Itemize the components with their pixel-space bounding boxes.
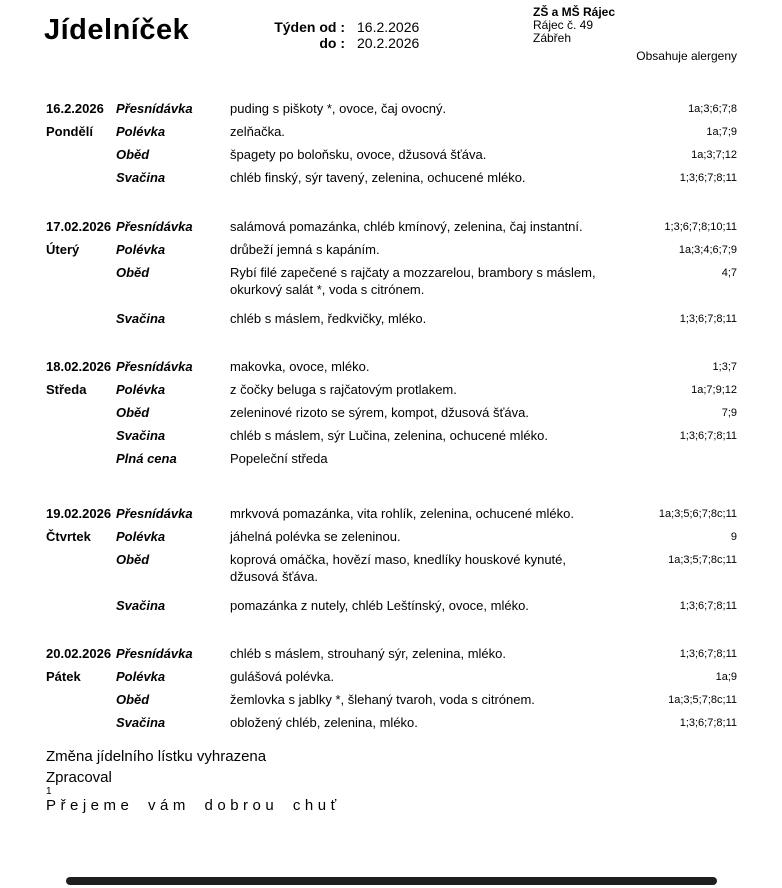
- meal-description: jáhelná polévka se zeleninou.: [230, 529, 401, 544]
- meal-description: Popeleční středa: [230, 451, 328, 466]
- meal-description: chléb s máslem, ředkvičky, mléko.: [230, 311, 427, 326]
- menu-row: [46, 505, 737, 522]
- menu-row: [46, 264, 737, 298]
- day-spacer: [46, 691, 116, 708]
- menu-row: [46, 358, 737, 375]
- meal-description: puding s piškoty *, ovoce, čaj ovocný.: [230, 101, 447, 116]
- meal-description: makovka, ovoce, mléko.: [230, 359, 370, 374]
- change-note: Změna jídelního lístku vyhrazena: [46, 748, 267, 765]
- meal-label: Polévka: [116, 669, 166, 684]
- meal-label: Svačina: [116, 715, 166, 730]
- day-date: 20.02.2026: [46, 646, 112, 661]
- meal-description: zeleninové rizoto se sýrem, kompot, džusová šťáva.: [230, 405, 529, 420]
- day-block: [46, 218, 737, 333]
- week-from-row: [245, 19, 419, 35]
- menu-row: [46, 218, 737, 235]
- meal-label: Svačina: [116, 428, 166, 443]
- meal-description: gulášová polévka.: [230, 669, 335, 684]
- menu-row: [46, 597, 737, 614]
- allergen-codes: 1;3;6;7;8;11: [679, 648, 737, 660]
- allergen-codes: 1a;3;6;7;8: [688, 103, 737, 115]
- meal-description: obložený chléb, zelenina, mléko.: [230, 715, 418, 730]
- allergen-codes: 1a;3;5;7;8c;11: [668, 694, 737, 706]
- meal-label: Polévka: [116, 529, 166, 544]
- day-block: [46, 505, 737, 620]
- meal-label: Polévka: [116, 242, 166, 257]
- allergen-codes: 1a;3;4;6;7;9: [678, 244, 737, 256]
- meal-description: salámová pomazánka, chléb kmínový, zelenina, čaj instantní.: [230, 219, 583, 234]
- menu-row: [46, 100, 737, 117]
- week-to-label: do :: [319, 35, 345, 51]
- meal-label: Přesnídávka: [116, 359, 193, 374]
- allergen-codes: 1a;3;5;7;8c;11: [668, 554, 737, 566]
- allergen-codes: 1;3;6;7;8;10;11: [664, 221, 737, 233]
- day-date: 19.02.2026: [46, 506, 112, 521]
- meal-label: Oběd: [116, 405, 150, 420]
- allergen-codes: 1;3;6;7;8;11: [679, 430, 737, 442]
- menu-row: [46, 551, 737, 585]
- meal-label: Svačina: [116, 598, 166, 613]
- day-spacer: [46, 551, 116, 585]
- menu-row: [46, 123, 737, 140]
- allergen-codes: 1;3;6;7;8;11: [679, 172, 737, 184]
- day-date: 16.2.2026: [46, 101, 104, 116]
- closing-message: Přejeme vám dobrou chuť: [46, 797, 341, 814]
- allergen-codes: 1;3;6;7;8;11: [679, 600, 737, 612]
- allergens-note: Obsahuje alergeny: [636, 49, 737, 63]
- week-to-row: [245, 35, 419, 51]
- meal-description: koprová omáčka, hovězí maso, knedlíky houskové kynuté, džusová šťáva.: [230, 552, 567, 584]
- school-address-line1: Rájec č. 49: [533, 18, 594, 32]
- day-spacer: [46, 169, 116, 186]
- meal-label: Svačina: [116, 170, 166, 185]
- meal-description: zelňačka.: [230, 124, 285, 139]
- menu-row: [46, 146, 737, 163]
- menu-row: [46, 169, 737, 186]
- day-spacer: [46, 404, 116, 421]
- allergen-codes: 1a;7;9;12: [691, 384, 737, 396]
- meal-description: Rybí filé zapečené s rajčaty a mozzarelou, brambory s máslem, okurkový salát *, voda s citrónem.: [230, 265, 596, 297]
- day-spacer: [46, 310, 116, 327]
- meal-label: Oběd: [116, 265, 150, 280]
- meal-label: Přesnídávka: [116, 101, 193, 116]
- school-address-line2: Zábřeh: [533, 31, 572, 45]
- menu-row: [46, 404, 737, 421]
- meal-description: chléb s máslem, strouhaný sýr, zelenina, mléko.: [230, 646, 507, 661]
- day-name: Pátek: [46, 669, 81, 684]
- allergen-codes: 1;3;6;7;8;11: [679, 313, 737, 325]
- meal-label: Přesnídávka: [116, 219, 193, 234]
- allergen-codes: [602, 450, 737, 467]
- meal-description: žemlovka s jablky *, šlehaný tvaroh, voda s citrónem.: [230, 692, 535, 707]
- prepared-by-label: Zpracoval: [46, 769, 112, 786]
- menu-row: [46, 241, 737, 258]
- meal-description: chléb s máslem, sýr Lučina, zelenina, ochucené mléko.: [230, 428, 548, 443]
- menu-row: [46, 528, 737, 545]
- allergen-codes: 1a;9: [715, 671, 737, 683]
- menu-row: [46, 668, 737, 685]
- day-spacer: [46, 427, 116, 444]
- allergen-codes: 9: [730, 531, 737, 543]
- day-name: Úterý: [46, 242, 80, 257]
- day-name: Pondělí: [46, 124, 93, 139]
- page-title: Jídelníček: [44, 14, 190, 46]
- menu-row: [46, 381, 737, 398]
- day-spacer: [46, 597, 116, 614]
- allergen-codes: 1a;7;9: [706, 126, 737, 138]
- day-spacer: [46, 264, 116, 298]
- day-date: 17.02.2026: [46, 219, 112, 234]
- allergen-codes: 7;9: [721, 407, 737, 419]
- allergen-codes: 1a;3;7;12: [691, 149, 737, 161]
- meal-description: špagety po boloňsku, ovoce, džusová šťáva.: [230, 147, 487, 162]
- week-range: [245, 19, 419, 51]
- school-info: [533, 6, 615, 45]
- horizontal-scrollbar-thumb[interactable]: [66, 877, 717, 885]
- menu-row: [46, 714, 737, 731]
- week-to-value: 20.2.2026: [357, 35, 420, 51]
- day-block: [46, 358, 737, 473]
- day-date: 18.02.2026: [46, 359, 112, 374]
- menu-row: [46, 427, 737, 444]
- meal-label: Polévka: [116, 382, 166, 397]
- day-name: Středa: [46, 382, 87, 397]
- meal-label: Polévka: [116, 124, 166, 139]
- day-spacer: [46, 146, 116, 163]
- meal-description: chléb finský, sýr tavený, zelenina, ochucené mléko.: [230, 170, 526, 185]
- meal-label: Přesnídávka: [116, 646, 193, 661]
- meal-label: Oběd: [116, 147, 150, 162]
- day-name: Čtvrtek: [46, 529, 91, 544]
- allergen-codes: 1a;3;5;6;7;8c;11: [658, 508, 737, 520]
- meal-description: pomazánka z nutely, chléb Leštínský, ovoce, mléko.: [230, 598, 529, 613]
- menu-row: [46, 645, 737, 662]
- day-block: [46, 645, 737, 737]
- meal-description: z čočky beluga s rajčatovým protlakem.: [230, 382, 457, 397]
- allergen-codes: 1;3;7: [712, 361, 737, 373]
- meal-label: Přesnídávka: [116, 506, 193, 521]
- allergen-codes: 4;7: [721, 267, 737, 279]
- menu-row: [46, 310, 737, 327]
- meal-label: Plná cena: [116, 451, 177, 466]
- week-from-value: 16.2.2026: [357, 19, 420, 35]
- meal-label: Svačina: [116, 311, 166, 326]
- day-spacer: [46, 450, 116, 467]
- allergen-codes: 1;3;6;7;8;11: [679, 717, 737, 729]
- day-block: [46, 100, 737, 192]
- meal-description: drůbeží jemná s kapáním.: [230, 242, 380, 257]
- school-name: ZŠ a MŠ Rájec: [533, 5, 616, 19]
- day-spacer: [46, 714, 116, 731]
- menu-row: [46, 691, 737, 708]
- menu-row: [46, 450, 737, 467]
- week-from-label: Týden od :: [274, 19, 345, 35]
- meal-description: mrkvová pomazánka, vita rohlík, zelenina, ochucené mléko.: [230, 506, 574, 521]
- meal-label: Oběd: [116, 552, 150, 567]
- meal-label: Oběd: [116, 692, 150, 707]
- page-number: 1: [46, 786, 52, 797]
